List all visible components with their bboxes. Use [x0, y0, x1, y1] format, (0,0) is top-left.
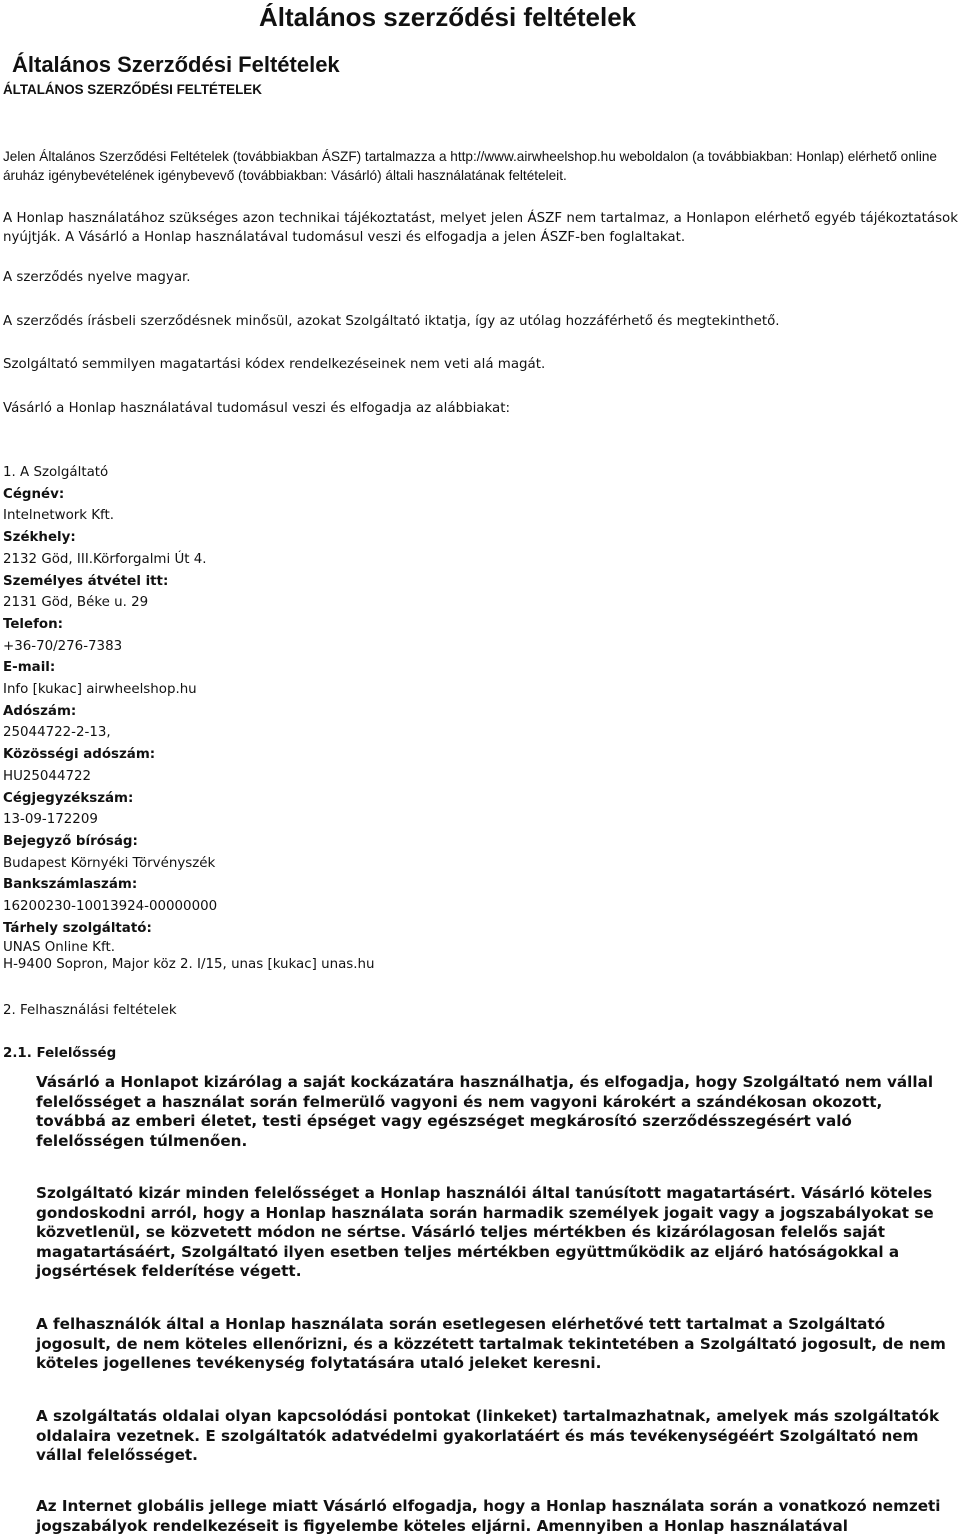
registration-number-value: 13-09-172209 [3, 812, 98, 828]
pickup-label: Személyes átvétel itt: [3, 573, 169, 589]
liability-paragraph-risk: Vásárló a Honlapot kizárólag a saját kockázatára használhatja, és elfogadja, hogy Szolgáltató nem vállal felelősséget a használat során felmerülő vagyoni és nem vagyoni károkért a szándékosan okozott, továbbá az emberi életet, testi épséget vagy egészséget megkárosító szerződésszegésért való felelősségen túlmenően. [36, 1073, 934, 1150]
phone-value: +36-70/276-7383 [3, 638, 123, 654]
headquarters-label: Székhely: [3, 530, 76, 546]
liability-paragraph-links: A szolgáltatás oldalai olyan kapcsolódási pontokat (linkeket) tartalmazhatnak, amelyek más szolgáltatók oldalaira vezetnek. E szolgáltatók adatvédelmi gyakorlatáért és más tevékenységéért Szolgáltató nem vállal felelősséget. [36, 1407, 940, 1465]
hosting-provider-value: UNAS Online Kft. [3, 940, 115, 956]
intro-paragraph: Jelen Általános Szerződési Feltételek (továbbiakban ÁSZF) tartalmazza a http://www.airwheelshop.hu weboldalon (a továbbiakban: Honlap) elérhető online áruház igénybevételének igénybevevő (továbbiakban: Vásárló) általi használatának feltételeit. [3, 149, 937, 183]
document-body [0, 50, 960, 100]
document-heading: Általános Szerződési Feltételek [12, 52, 340, 77]
email-label: E-mail: [3, 660, 56, 676]
paragraph-written-contract: A szerződés írásbeli szerződésnek minősül, azokat Szolgáltató iktatja, így az utólag hozzáférhető és megtekinthető. [3, 314, 780, 329]
headquarters-value: 2132 Göd, III.Körforgalmi Út 4. [3, 551, 207, 567]
hosting-provider-address: H-9400 Sopron, Major köz 2. I/15, unas [kukac] unas.hu [3, 957, 375, 973]
usage-terms-title: 2. Felhasználási feltételek [3, 1003, 177, 1018]
liability-title: 2.1. Felelősség [3, 1046, 117, 1061]
bank-account-value: 16200230-10013924-00000000 [3, 899, 218, 915]
paragraph-code-of-conduct: Szolgáltató semmilyen magatartási kódex rendelkezéseinek nem veti alá magát. [3, 357, 546, 372]
liability-paragraph-internet: Az Internet globális jellege miatt Vásárló elfogadja, hogy a Honlap használata során a vonatkozó nemzeti jogszabályok rendelkezéseit is figyelembe köteles eljárni. Amennyiben a Honlap használatával [36, 1497, 941, 1535]
liability-paragraph-conduct: Szolgáltató kizár minden felelősséget a Honlap használói által tanúsított magatartásért. Vásárló köteles gondoskodni arról, hogy a Honlap használata során harmadik személyek jogait vagy a jogszabályokat se közvetlenül, se közvetett módon ne sértse. Vásárló teljes mértékben és kizárólagosan felelős saját magatartásáért, Szolgáltató ilyen esetben teljes mértékben együttműködik az eljáró hatóságokkal a jogsértések felderítése végett. [36, 1184, 934, 1281]
page-title: Általános szerződési feltételek [259, 2, 637, 32]
service-provider-title: 1. A Szolgáltató [3, 465, 109, 480]
bank-account-label: Bankszámlaszám: [3, 877, 138, 893]
service-provider-section [3, 462, 958, 973]
tax-number-value: 25044722-2-13, [3, 725, 111, 741]
paragraph-language: A szerződés nyelve magyar. [3, 270, 191, 285]
community-tax-number-value: HU25044722 [3, 768, 92, 784]
community-tax-number-label: Közösségi adószám: [3, 747, 156, 763]
registry-court-value: Budapest Környéki Törvényszék [3, 855, 216, 871]
paragraph-technical-info: A Honlap használatához szükséges azon technikai tájékoztatást, melyet jelen ÁSZF nem tartalmaz, a Honlapon elérhető egyéb tájékoztatások nyújtják. A Vásárló a Honlap használatával tudomásul veszi és elfogadja a jelen ÁSZF-ben foglaltakat. [3, 211, 958, 245]
company-name-label: Cégnév: [3, 486, 65, 502]
registration-number-label: Cégjegyzékszám: [3, 790, 134, 806]
hosting-provider-label: Tárhely szolgáltató: [3, 920, 152, 936]
email-value: Info [kukac] airwheelshop.hu [3, 682, 197, 698]
company-name-value: Intelnetwork Kft. [3, 508, 115, 524]
phone-label: Telefon: [3, 616, 64, 632]
pickup-value: 2131 Göd, Béke u. 29 [3, 595, 149, 611]
tax-number-label: Adószám: [3, 703, 77, 719]
document-subheading: ÁLTALÁNOS SZERZŐDÉSI FELTÉTELEK [3, 82, 262, 97]
paragraph-acceptance: Vásárló a Honlap használatával tudomásul veszi és elfogadja az alábbiakat: [3, 401, 510, 416]
registry-court-label: Bejegyző bíróság: [3, 833, 138, 849]
liability-paragraph-content: A felhasználók által a Honlap használata során esetlegesen elérhetővé tett tartalmat a Szolgáltató jogosult, de nem köteles ellenőrizni, és a közzétett tartalmak tekintetében a Szolgáltató jogosult, de nem köteles jogellenes tevékenység folytatására utaló jeleket keresni. [36, 1315, 946, 1373]
